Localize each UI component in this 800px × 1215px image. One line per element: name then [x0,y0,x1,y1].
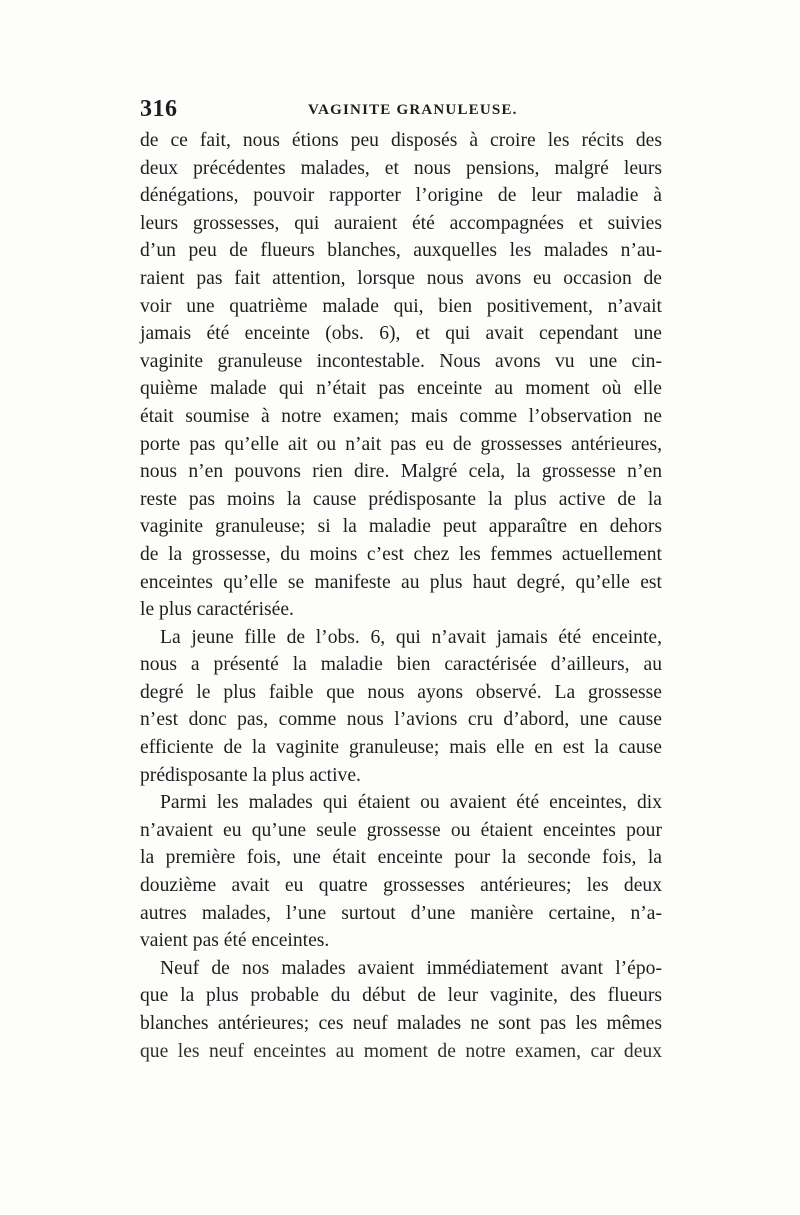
text-line: vaginite granuleuse incontestable. Nous avons vu une cin- [140,350,662,372]
text-line: la première fois, une était enceinte pour la seconde fois, la [140,847,662,869]
text-line: autres malades, l’une surtout d’une manière certaine, n’a- [140,902,662,924]
text-line: d’un peu de flueurs blanches, auxquelles les malades n’au- [140,240,662,262]
text-line: dénégations, pouvoir rapporter l’origine de leur maladie à [140,185,662,207]
text-line: jamais été enceinte (obs. 6), et qui avait cependant une [140,323,662,345]
text-line: deux précédentes malades, et nous pensions, malgré leurs [140,157,662,179]
text-line: prédisposante la plus active. [140,764,361,786]
text-line: Parmi les malades qui étaient ou avaient été enceintes, dix [160,792,662,814]
text-line: reste pas moins la cause prédisposante la plus active de la [140,488,662,510]
text-line: voir une quatrième malade qui, bien positivement, n’avait [140,295,662,317]
text-line: blanches antérieures; ces neuf malades ne sont pas les mêmes [140,1013,662,1034]
paragraph-3 [140,789,662,955]
text-line: nous a présenté la maladie bien caractérisée d’ailleurs, au [140,654,662,676]
text-line: porte pas qu’elle ait ou n’ait pas eu de grossesses antérieures, [140,433,662,455]
text-line: de ce fait, nous étions peu disposés à croire les récits des [140,130,662,151]
running-head [140,96,662,126]
text-line: que la plus probable du début de leur vaginite, des flueurs [140,985,662,1007]
text-line: nous n’en pouvons rien dire. Malgré cela, la grossesse n’en [140,461,662,483]
paragraph-4 [140,955,662,1065]
paragraph-1 [140,127,662,624]
text-line: de la grossesse, du moins c’est chez les femmes actuellement [140,543,662,565]
text-line: quième malade qui n’était pas enceinte au moment où elle [140,378,662,400]
body-text [140,127,662,1065]
text-line: Neuf de nos malades avaient immédiatement avant l’épo- [160,957,662,979]
text-line: vaient pas été enceintes. [140,930,330,952]
text-line: raient pas fait attention, lorsque nous avons eu occasion de [140,267,662,289]
text-line: enceintes qu’elle se manifeste au plus haut degré, qu’elle est [140,571,662,593]
page-number: 316 [140,96,178,122]
text-line: douzième avait eu quatre grossesses antérieures; les deux [140,875,662,897]
text-line: que les neuf enceintes au moment de notre examen, car deux [140,1040,662,1062]
paragraph-2 [140,624,662,790]
text-line: degré le plus faible que nous ayons observé. La grossesse [140,681,662,703]
text-line: n’est donc pas, comme nous l’avions cru d’abord, une cause [140,709,662,731]
text-line: vaginite granuleuse; si la maladie peut apparaître en dehors [140,516,662,538]
text-line: La jeune fille de l’obs. 6, qui n’avait jamais été enceinte, [160,626,662,648]
text-line: était soumise à notre examen; mais comme l’observation ne [140,405,662,427]
text-line: efficiente de la vaginite granuleuse; mais elle en est la cause [140,737,662,759]
text-line: leurs grossesses, qui auraient été accompagnées et suivies [140,212,662,234]
text-line: le plus caractérisée. [140,599,294,621]
text-line: n’avaient eu qu’une seule grossesse ou étaient enceintes pour [140,819,662,841]
running-title: VAGINITE GRANULEUSE. [308,102,518,118]
